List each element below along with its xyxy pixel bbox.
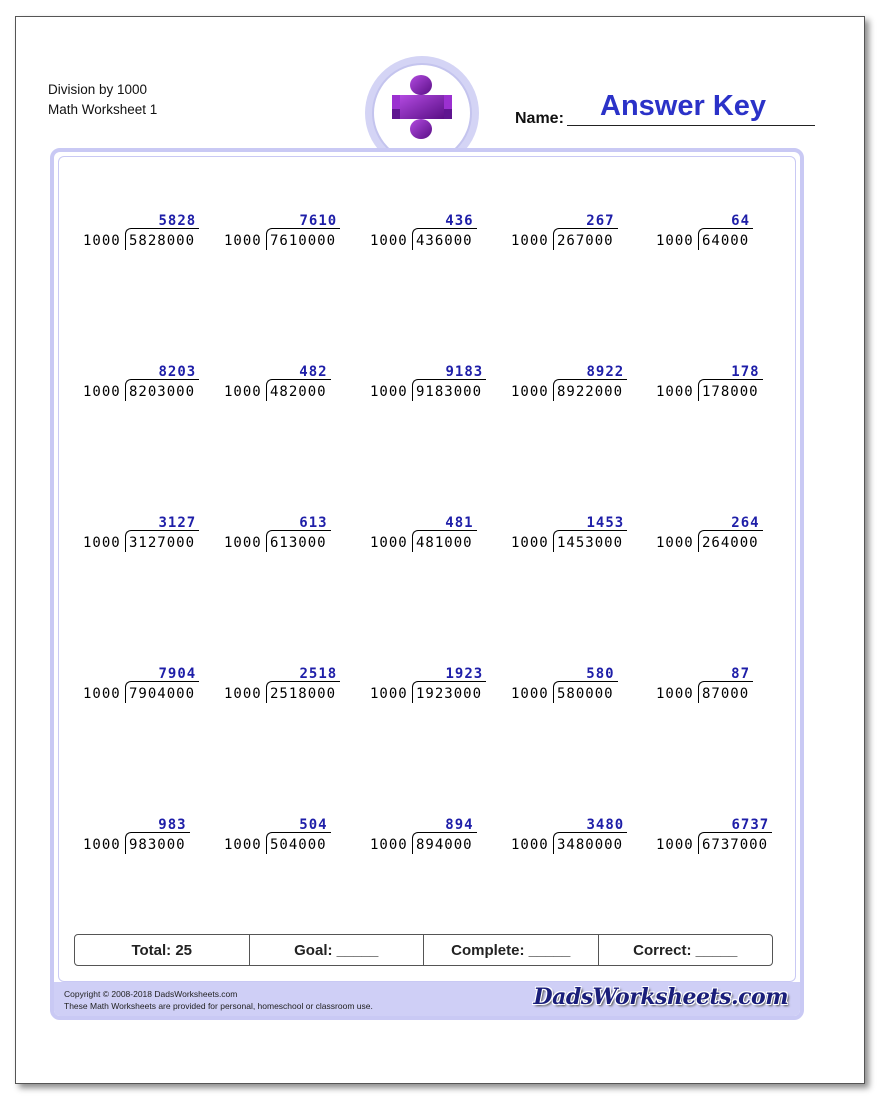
worksheet-subtitle: Math Worksheet 1 (48, 102, 158, 117)
dividend: 8922000 (557, 384, 624, 400)
divisor: 1000 (511, 686, 549, 702)
quotient-answer: 504 (299, 817, 328, 833)
quotient-answer: 7610 (299, 213, 338, 229)
division-problem (0, 515, 880, 555)
dividend: 267000 (557, 233, 614, 249)
complete-cell: Complete: _____ (423, 935, 598, 965)
quotient-answer: 983 (158, 817, 187, 833)
division-problem (0, 817, 880, 857)
dividend: 1923000 (416, 686, 483, 702)
quotient-answer: 8922 (586, 364, 625, 380)
worksheet-title: Division by 1000 (48, 82, 148, 97)
dividend: 580000 (557, 686, 614, 702)
dividend: 7904000 (129, 686, 196, 702)
quotient-answer: 6737 (731, 817, 770, 833)
quotient-answer: 2518 (299, 666, 338, 682)
divisor: 1000 (83, 686, 121, 702)
divisor: 1000 (511, 384, 549, 400)
title-block (48, 80, 157, 120)
dividend: 3480000 (557, 837, 624, 853)
usage-note: These Math Worksheets are provided for personal, homeschool or classroom use. (64, 1001, 373, 1011)
quotient-answer: 9183 (445, 364, 484, 380)
division-problem (0, 213, 880, 253)
quotient-answer: 580 (586, 666, 615, 682)
name-row (515, 86, 815, 126)
divisor: 1000 (83, 535, 121, 551)
dividend: 436000 (416, 233, 473, 249)
dividend: 87000 (702, 686, 750, 702)
dividend: 482000 (270, 384, 327, 400)
quotient-answer: 3480 (586, 817, 625, 833)
dividend: 178000 (702, 384, 759, 400)
quotient-answer: 8203 (158, 364, 197, 380)
dividend: 8203000 (129, 384, 196, 400)
dividend: 3127000 (129, 535, 196, 551)
divisor: 1000 (656, 686, 694, 702)
division-problem (0, 666, 880, 706)
dividend: 5828000 (129, 233, 196, 249)
name-label: Name: (515, 110, 564, 127)
divisor: 1000 (656, 233, 694, 249)
divisor: 1000 (370, 384, 408, 400)
divisor: 1000 (224, 686, 262, 702)
dividend: 9183000 (416, 384, 483, 400)
dividend: 504000 (270, 837, 327, 853)
dividend: 6737000 (702, 837, 769, 853)
divisor: 1000 (370, 233, 408, 249)
divisor: 1000 (656, 535, 694, 551)
quotient-answer: 87 (731, 666, 750, 682)
dividend: 613000 (270, 535, 327, 551)
dividend: 264000 (702, 535, 759, 551)
quotient-answer: 894 (445, 817, 474, 833)
goal-cell: Goal: _____ (249, 935, 424, 965)
divisor: 1000 (656, 384, 694, 400)
division-sign-icon (374, 65, 470, 161)
divisor: 1000 (224, 233, 262, 249)
correct-cell: Correct: _____ (598, 935, 773, 965)
quotient-answer: 1923 (445, 666, 484, 682)
divisor: 1000 (511, 233, 549, 249)
name-line (567, 125, 815, 126)
dividend: 481000 (416, 535, 473, 551)
dividend: 1453000 (557, 535, 624, 551)
divisor: 1000 (83, 837, 121, 853)
divisor: 1000 (224, 837, 262, 853)
divisor: 1000 (370, 837, 408, 853)
divisor: 1000 (224, 384, 262, 400)
dividend: 983000 (129, 837, 186, 853)
quotient-answer: 613 (299, 515, 328, 531)
quotient-answer: 482 (299, 364, 328, 380)
problem-frame (50, 148, 804, 1020)
quotient-answer: 481 (445, 515, 474, 531)
divisor: 1000 (370, 535, 408, 551)
quotient-answer: 5828 (158, 213, 197, 229)
divisor: 1000 (83, 384, 121, 400)
divisor: 1000 (370, 686, 408, 702)
quotient-answer: 1453 (586, 515, 625, 531)
quotient-answer: 3127 (158, 515, 197, 531)
summary-bar (74, 934, 773, 966)
quotient-answer: 64 (731, 213, 750, 229)
quotient-answer: 178 (731, 364, 760, 380)
divisor: 1000 (83, 233, 121, 249)
quotient-answer: 436 (445, 213, 474, 229)
brand-logo: DadsWorksheets.com (533, 984, 788, 1010)
quotient-answer: 264 (731, 515, 760, 531)
dividend: 64000 (702, 233, 750, 249)
divisor: 1000 (224, 535, 262, 551)
footer-band (54, 982, 800, 1016)
dividend: 2518000 (270, 686, 337, 702)
total-cell: Total: 25 (131, 941, 193, 959)
quotient-answer: 267 (586, 213, 615, 229)
divisor: 1000 (656, 837, 694, 853)
divisor: 1000 (511, 535, 549, 551)
copyright-text: Copyright © 2008-2018 DadsWorksheets.com (64, 989, 238, 999)
dividend: 7610000 (270, 233, 337, 249)
dividend: 894000 (416, 837, 473, 853)
answer-key: Answer Key (600, 90, 767, 122)
quotient-answer: 7904 (158, 666, 197, 682)
divisor: 1000 (511, 837, 549, 853)
division-problem (0, 364, 880, 404)
